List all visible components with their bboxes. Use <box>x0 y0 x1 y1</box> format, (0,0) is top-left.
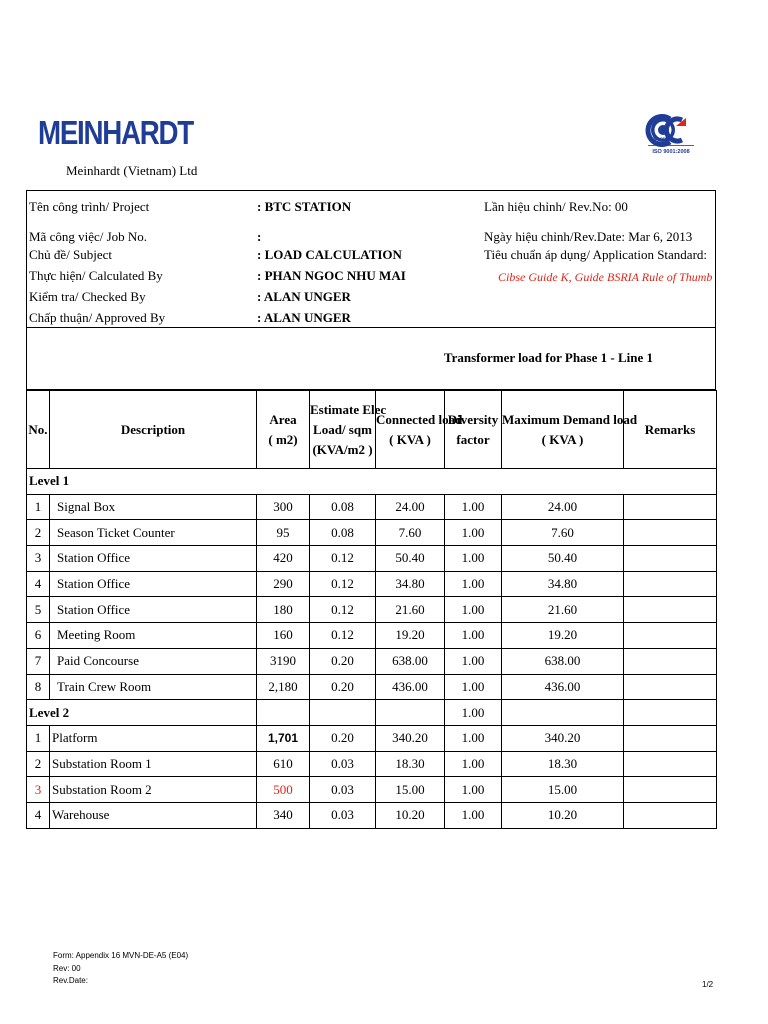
quacert-logo-icon <box>646 112 696 160</box>
checked-by-label: Kiểm tra/ Checked By <box>29 289 146 304</box>
table-row: 2 Substation Room 1 610 0.03 18.30 1.00 18.30 <box>27 751 717 777</box>
level-2-diversity: 1.00 <box>445 700 502 726</box>
application-standard-label: Tiêu chuẩn áp dụng/ Application Standard: <box>484 247 708 262</box>
table-row: 8 Train Crew Room 2,180 0.20 436.00 1.00 436.00 <box>27 674 717 700</box>
table-row: 4 Warehouse 340 0.03 10.20 1.00 10.20 <box>27 802 717 828</box>
level-1-label: Level 1 <box>27 469 717 495</box>
cert-brand: QUACERT <box>652 137 670 141</box>
approved-by-label: Chấp thuận/ Approved By <box>29 310 166 325</box>
subject-label: Chủ đề/ Subject <box>29 247 113 262</box>
project-label: Tên công trình/ Project <box>29 199 150 214</box>
subject-value: : LOAD CALCULATION <box>257 247 402 262</box>
col-header-estimate-load: Estimate Elec Load/ sqm (KVA/m2 ) <box>310 391 376 469</box>
table-row: 3 Substation Room 2 500 0.03 15.00 1.00 15.00 <box>27 777 717 803</box>
col-header-connected-load: Connected load ( KVA ) <box>376 391 445 469</box>
calculated-by-label: Thực hiện/ Calculated By <box>29 268 163 283</box>
iso-certification-logo <box>646 112 696 160</box>
page-number: 1/2 <box>702 980 714 989</box>
cert-text: ISO 9001:2008 <box>652 149 690 155</box>
table-title: Transformer load for Phase 1 - Line 1 <box>443 350 653 365</box>
table-header-row <box>27 391 717 469</box>
col-header-maximum-demand: Maximum Demand load ( KVA ) <box>502 391 624 469</box>
table-row: 4 Station Office 290 0.12 34.80 1.00 34.80 <box>27 571 717 597</box>
level-2-label: Level 2 <box>27 700 257 726</box>
table-row: 3 Station Office 420 0.12 50.40 1.00 50.40 <box>27 546 717 572</box>
col-header-diversity-factor: Diversity factor <box>445 391 502 469</box>
col-header-description: Description <box>50 391 257 469</box>
form-id: Form: Appendix 16 MVN-DE-A5 (E04) <box>53 951 189 960</box>
level-header-row <box>27 700 717 726</box>
meinhardt-logo: MEINHARDT <box>38 114 193 151</box>
level-header-row <box>27 469 717 495</box>
table-title-row <box>26 328 716 390</box>
project-value: : BTC STATION <box>257 199 352 214</box>
col-header-remarks: Remarks <box>624 391 717 469</box>
col-header-no: No. <box>27 391 50 469</box>
col-header-area: Area ( m2) <box>257 391 310 469</box>
rev-no: Lần hiệu chỉnh/ Rev.No: 00 <box>484 199 628 214</box>
form-footer <box>53 950 188 988</box>
calculated-by-value: : PHAN NGOC NHU MAI <box>257 268 406 283</box>
application-standard-value: Cibse Guide K, Guide BSRIA Rule of Thumb <box>498 270 713 284</box>
approved-by-value: : ALAN UNGER <box>257 310 351 325</box>
form-rev-date: Rev.Date: <box>53 976 88 985</box>
table-row: 5 Station Office 180 0.12 21.60 1.00 21.60 <box>27 597 717 623</box>
table-row: 1 Platform 1,701 0.20 340.20 1.00 340.20 <box>27 725 717 751</box>
project-info-block <box>26 190 716 328</box>
table-row: 6 Meeting Room 160 0.12 19.20 1.00 19.20 <box>27 623 717 649</box>
table-row: 2 Season Ticket Counter 95 0.08 7.60 1.00 7.60 <box>27 520 717 546</box>
table-row: 7 Paid Concourse 3190 0.20 638.00 1.00 638.00 <box>27 648 717 674</box>
table-row: 1 Signal Box 300 0.08 24.00 1.00 24.00 <box>27 494 717 520</box>
load-calculation-table <box>26 390 717 829</box>
form-rev: Rev: 00 <box>53 963 81 973</box>
rev-date: Ngày hiệu chỉnh/Rev.Date: Mar 6, 2013 <box>484 229 693 244</box>
job-no-value: : <box>257 229 262 244</box>
checked-by-value: : ALAN UNGER <box>257 289 351 304</box>
company-name: Meinhardt (Vietnam) Ltd <box>66 163 198 178</box>
job-no-label: Mã công việc/ Job No. <box>29 229 148 244</box>
